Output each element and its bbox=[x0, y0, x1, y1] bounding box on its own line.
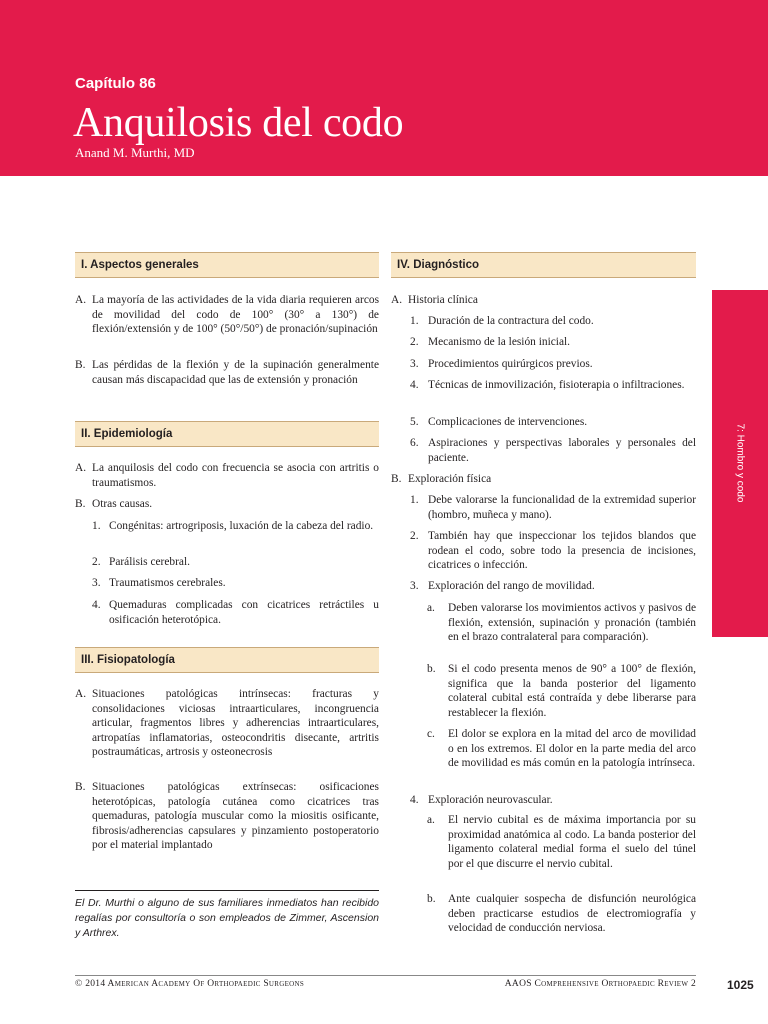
footer-divider bbox=[75, 975, 696, 976]
list-item: B. Exploración física bbox=[391, 473, 492, 485]
list-item: A. La mayoría de las actividades de la vida diaria requieren arcos de movilidad del codo de 100° (30° a 130°) de flexión/extensión y de 100° (50°/50°) de pronación/supinación bbox=[75, 294, 379, 335]
list-item: 4. Quemaduras complicadas con cicatrices retráctiles u osificación heterotópica. bbox=[92, 599, 379, 626]
section-heading-diagnostico: IV. Diagnóstico bbox=[391, 252, 696, 278]
list-item: b. Ante cualquier sospecha de disfunción neurológica deben practicarse estudios de electromiografía y velocidad de conducción nerviosa. bbox=[427, 893, 696, 934]
list-item: c. El dolor se explora en la mitad del arco de movilidad o en los extremos. El dolor en la parte media del arco de movilidad es más común en la patología intrínseca. bbox=[427, 728, 696, 769]
list-item: 2. Mecanismo de la lesión inicial. bbox=[410, 336, 571, 348]
list-item: 5. Complicaciones de intervenciones. bbox=[410, 416, 588, 428]
list-item: 3. Traumatismos cerebrales. bbox=[92, 577, 226, 589]
chapter-author: Anand M. Murthi, MD bbox=[75, 145, 195, 160]
list-item: a. El nervio cubital es de máxima importancia por su proximidad anatómica al codo. La banda posterior del ligamento colateral medial forma el suelo del túnel por el que discurre el nervio cubital. bbox=[427, 814, 696, 870]
list-item: 4. Exploración neurovascular. bbox=[410, 794, 553, 806]
section-heading-epidemiologia: II. Epidemiología bbox=[75, 421, 379, 447]
list-item: B. Otras causas. bbox=[75, 498, 153, 510]
list-item: 6. Aspiraciones y perspectivas laborales y personales del paciente. bbox=[410, 437, 696, 464]
list-item: 1. Debe valorarse la funcionalidad de la extremidad superior (hombro, muñeca y mano). bbox=[410, 494, 696, 521]
section-heading-fisiopatologia: III. Fisiopatología bbox=[75, 647, 379, 673]
list-item: 4. Técnicas de inmovilización, fisioterapia o infiltraciones. bbox=[410, 379, 685, 391]
list-item: 3. Procedimientos quirúrgicos previos. bbox=[410, 358, 593, 370]
list-item: A. La anquilosis del codo con frecuencia se asocia con artritis o traumatismos. bbox=[75, 462, 379, 489]
chapter-title: Anquilosis del codo bbox=[73, 100, 404, 146]
list-item: B. Situaciones patológicas extrínsecas: osificaciones heterotópicas, patología cutánea como cicatrices tras quemaduras, patología muscular como la miositis osificante, fibrosis/adherencias capsulares y pinzamiento postoperatorio por el material implantado bbox=[75, 781, 379, 851]
chapter-label: Capítulo 86 bbox=[75, 75, 156, 92]
author-disclosure: El Dr. Murthi o alguno de sus familiares inmediatos han recibido regalías por consultoría o son empleados de Zimmer, Ascension y Arthrex. bbox=[75, 890, 379, 941]
section-side-tab bbox=[712, 290, 768, 637]
list-item: A. Situaciones patológicas intrínsecas: fracturas y consolidaciones viciosas intraarticulares, incongruencia articular, fragmentos libres y adherencias intraarticulares, artropatías inflamatorias, osteocondritis disecante, artritis postraumáticas, artrosis y osteonecrosis bbox=[75, 688, 379, 758]
list-item: 2. Parálisis cerebral. bbox=[92, 556, 190, 568]
list-item: 1. Duración de la contractura del codo. bbox=[410, 315, 594, 327]
footer-copyright: © 2014 American Academy Of Orthopaedic Surgeons bbox=[75, 979, 305, 989]
list-item: 1. Congénitas: artrogriposis, luxación de la cabeza del radio. bbox=[92, 520, 374, 532]
list-item: A. Historia clínica bbox=[391, 294, 478, 306]
list-item: 2. También hay que inspeccionar los tejidos blandos que rodean el codo, sobre todo la presencia de incisiones, cicatrices o infección. bbox=[410, 530, 696, 571]
page-number: 1025 bbox=[727, 978, 754, 992]
list-item: B. Las pérdidas de la flexión y de la supinación generalmente causan más discapacidad que las de extensión y pronación bbox=[75, 359, 379, 386]
footer-book-title: AAOS Comprehensive Orthopaedic Review 2 bbox=[504, 979, 696, 989]
chapter-banner bbox=[0, 0, 768, 176]
list-item: b. Si el codo presenta menos de 90° a 100° de flexión, significa que la banda posterior del ligamento colateral cubital está contraída y debe liberarse para restablecer la flexión. bbox=[427, 663, 696, 719]
list-item: a. Deben valorarse los movimientos activos y pasivos de flexión, extensión, supinación y pronación (también en el brazo contralateral para comparación). bbox=[427, 602, 696, 643]
side-tab-label: 7: Hombro y codo bbox=[734, 423, 746, 503]
list-item: 3. Exploración del rango de movilidad. bbox=[410, 580, 595, 592]
section-heading-aspectos-generales: I. Aspectos generales bbox=[75, 252, 379, 278]
